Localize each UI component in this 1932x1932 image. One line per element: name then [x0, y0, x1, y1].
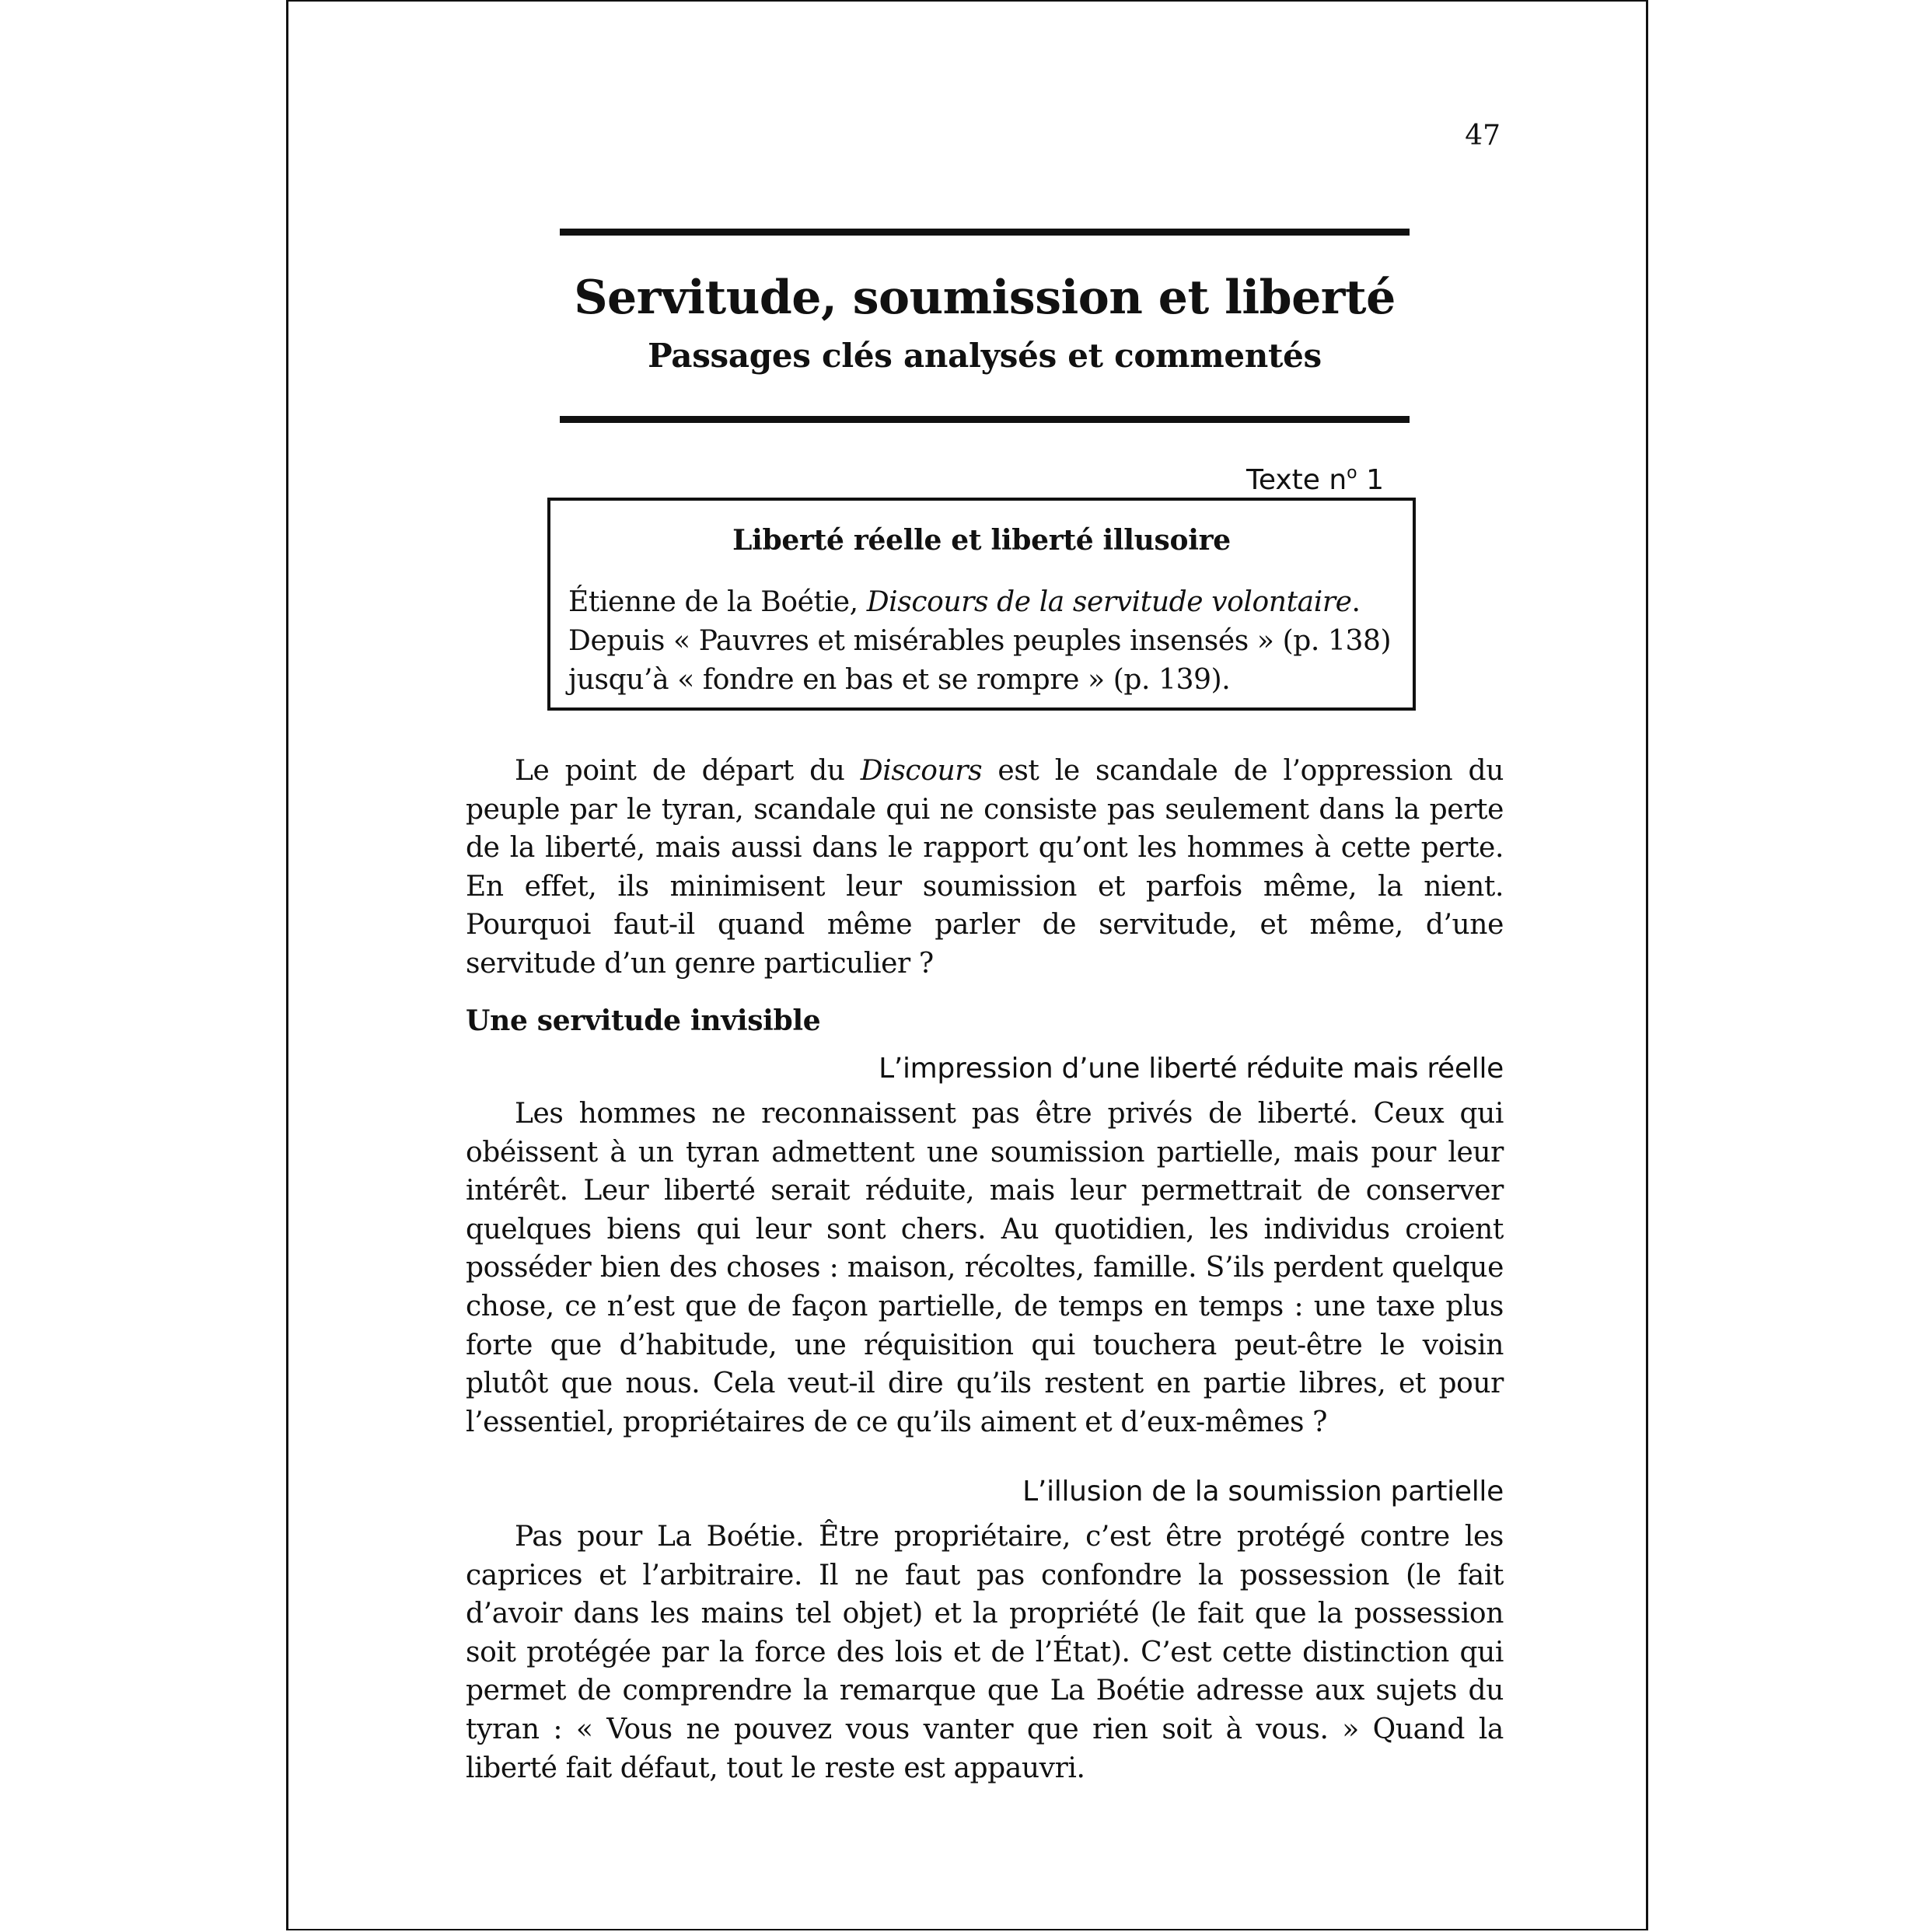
text-label-prefix: Texte n [1245, 464, 1347, 496]
source-author-end: . [1351, 586, 1361, 618]
intro-text-start: Le point de départ du [515, 755, 861, 787]
text-number-label [1166, 454, 1384, 500]
source-work-title: Discours de la servitude volontaire [866, 586, 1352, 618]
page-subtitle: Passages clés analysés et commentés [648, 337, 1322, 375]
text-label-degree: o [1347, 463, 1357, 483]
subsection-paragraph-2: Pas pour La Boétie. Être propriétaire, c’est être protégé contre les caprices et l’arbitraire. Il ne faut pas confondre la possession (le fait d’avoir dans les mains tel objet) et la propriété (le fait que la possession soit protégée par la force des lois et de l’État). C’est cette distinction qui permet de comprendre la remarque que La Boétie adresse aux sujets du tyran : « Vous ne pouvez vous vanter que rien soit à vous. » Quand la liberté fait défaut, tout le reste est appauvri. [466, 1521, 1504, 1784]
section-heading: Une servitude invisible [466, 1004, 821, 1037]
source-box-title: Liberté réelle et liberté illusoire [732, 524, 1231, 557]
title-bottom-rule [560, 416, 1410, 423]
source-range-start: Depuis « Pauvres et misérables peuples insensés » (p. 138) [568, 625, 1392, 657]
text-label-number: 1 [1357, 464, 1384, 496]
source-author-line [568, 583, 1408, 622]
title-top-rule [560, 229, 1410, 236]
page-number: 47 [1465, 120, 1501, 152]
subsection-title-1: L’impression d’une liberté réduite mais réelle [879, 1053, 1504, 1085]
source-range-end: jusqu’à « fondre en bas et se rompre » (p. 139). [568, 664, 1231, 696]
subsection-paragraph-1: Les hommes ne reconnaissent pas être privés de liberté. Ceux qui obéissent à un tyran admettent une soumission partielle, mais pour leur intérêt. Leur liberté serait réduite, mais leur permettrait de conserver quelques biens qui leur sont chers. Au quotidien, les individus croient posséder bien des choses : maison, récoltes, famille. S’ils perdent quelque chose, ce n’est que de façon partielle, de temps en temps : une taxe plus forte que d’habitude, une réquisition qui touchera peut-être le voisin plutôt que nous. Cela veut-il dire qu’ils restent en partie libres, et pour l’essentiel, propriétaires de ce qu’ils aiment et d’eux-mêmes ? [466, 1098, 1504, 1438]
page-title: Servitude, soumission et liberté [574, 271, 1396, 325]
intro-paragraph [466, 752, 1504, 983]
intro-text-end: est le scandale de l’oppression du peuple par le tyran, scandale qui ne consiste pas seulement dans la perte de la liberté, mais aussi dans le rapport qu’ont les hommes à cette perte. En effet, ils minimisent leur soumission et parfois même, la nient. Pourquoi faut-il quand même parler de servitude, et même, d’une servitude d’un genre particulier ? [466, 755, 1504, 980]
source-author: Étienne de la Boétie, [568, 586, 867, 618]
intro-italic-discours: Discours [860, 755, 983, 787]
subsection-title-2: L’illusion de la soumission partielle [1022, 1476, 1504, 1508]
